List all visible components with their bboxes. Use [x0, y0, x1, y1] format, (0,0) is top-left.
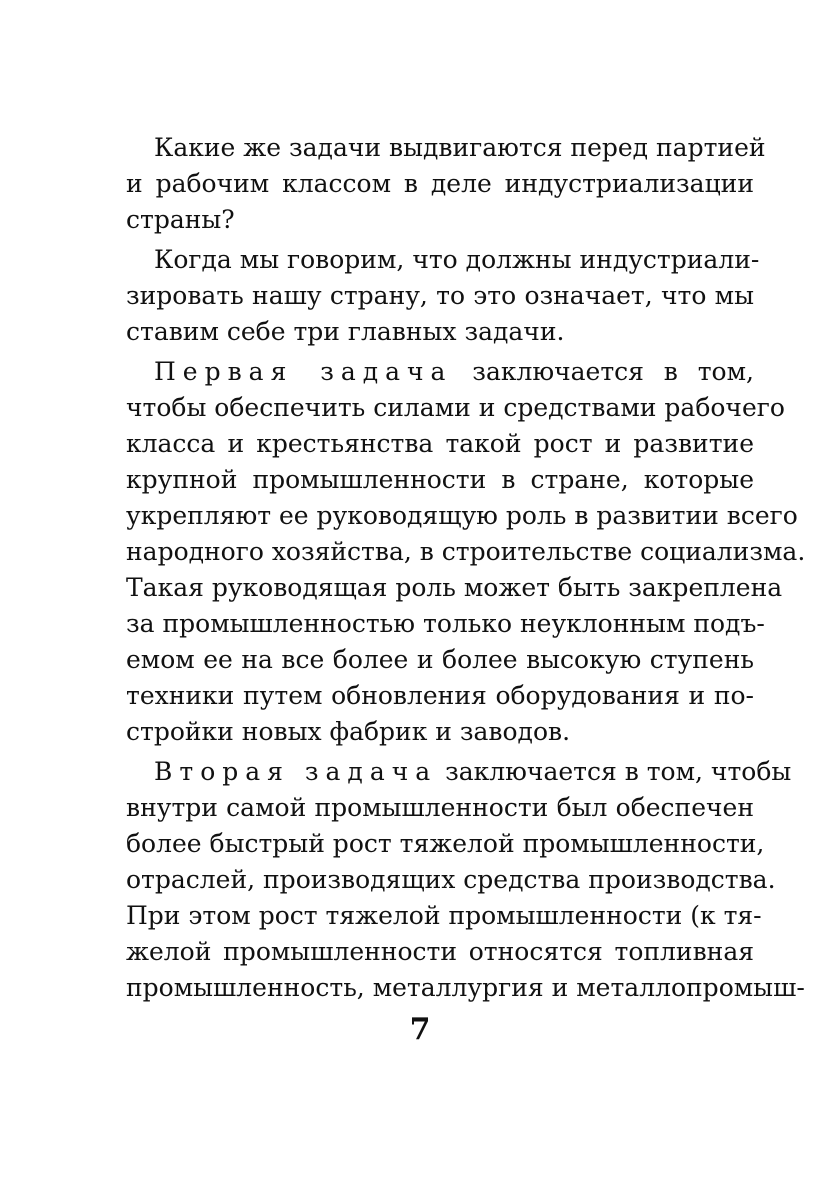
text-line: внутри самой промышленности был обеспечен — [126, 793, 754, 822]
paragraph-1 — [126, 130, 766, 238]
text-line: отраслей, производящих средства производства. — [126, 865, 776, 894]
text-line: страны? — [126, 205, 235, 234]
text-line: стройки новых фабрик и заводов. — [126, 717, 571, 746]
text-line: При этом рост тяжелой промышленности (к тя- — [126, 901, 762, 930]
spaced-emphasis: Вторая задача — [154, 757, 438, 786]
text-line: желой промышленности относятся топливная — [126, 937, 754, 966]
text-line: промышленность, металлургия и металлопромыш- — [126, 973, 805, 1002]
text-line: ставим себе три главных задачи. — [126, 317, 565, 346]
text-line: зировать нашу страну, то это означает, что мы — [126, 281, 754, 310]
text-line: класса и крестьянства такой рост и развитие — [126, 429, 754, 458]
paragraph-4 — [126, 754, 805, 1006]
text-line: Какие же задачи выдвигаются перед партией — [154, 133, 766, 162]
text-line: за промышленностью только неуклонным подъ- — [126, 609, 765, 638]
page-number: 7 — [409, 1012, 431, 1047]
text-line: укрепляют ее руководящую роль в развитии всего — [126, 501, 798, 530]
text-line: Когда мы говорим, что должны индустриали- — [154, 245, 760, 274]
text-line — [126, 354, 754, 390]
text-line: более быстрый рост тяжелой промышленности, — [126, 829, 765, 858]
text-line: крупной промышленности в стране, которые — [126, 465, 754, 494]
text-line: емом ее на все более и более высокую ступень — [126, 645, 754, 674]
spaced-emphasis: Первая задача — [154, 357, 453, 386]
body-text — [126, 130, 806, 1006]
text-line — [126, 754, 792, 790]
paragraph-2 — [126, 242, 760, 350]
text-fragment: заключается в том, — [452, 357, 754, 386]
text-line: и рабочим классом в деле индустриализации — [126, 169, 754, 198]
text-line: Такая руководящая роль может быть закреплена — [126, 573, 783, 602]
text-line: техники путем обновления оборудования и по- — [126, 681, 754, 710]
text-line: чтобы обеспечить силами и средствами рабочего — [126, 393, 785, 422]
text-fragment: заключается в том, чтобы — [437, 757, 792, 786]
text-line: народного хозяйства, в строительстве социализма. — [126, 537, 806, 566]
paragraph-3 — [126, 354, 806, 750]
